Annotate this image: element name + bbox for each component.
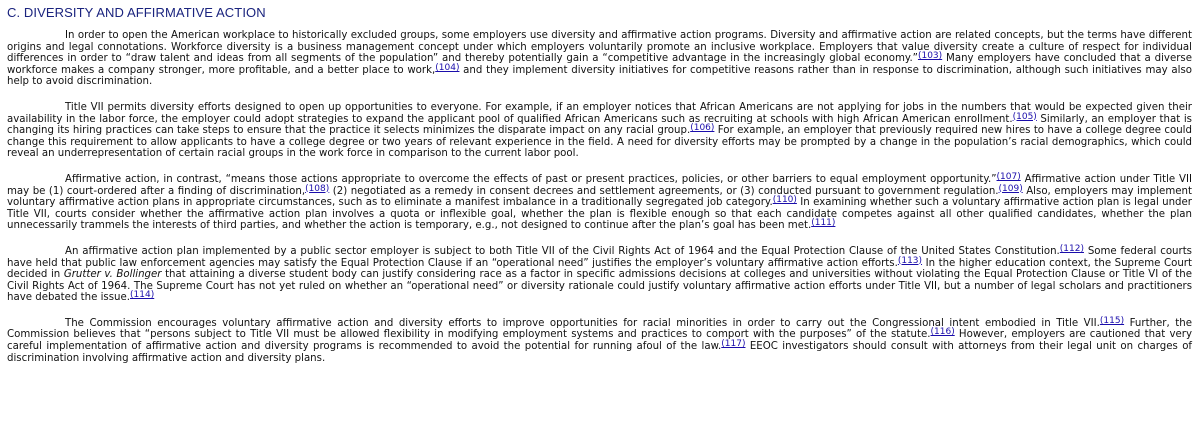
footnote-link-114[interactable]: (114)	[130, 290, 155, 301]
text-segment: Some federal courts have held that public law enforcement agencies may satisfy the Equal Protection Clause if an “operational need” justifies the employer’s voluntary affirmative action efforts.	[7, 245, 1192, 269]
footnote-link-107[interactable]: (107)	[996, 171, 1021, 182]
footnote-link-115[interactable]: (115)	[1099, 315, 1125, 326]
footnote-link-110[interactable]: (110)	[772, 195, 797, 206]
paragraph-4	[7, 243, 1192, 304]
case-name: Grutter v. Bollinger	[63, 269, 162, 281]
text-segment: In the higher education context, the Supreme Court decided in	[7, 257, 1192, 281]
text-segment: Affirmative action, in contrast, “means those actions appropriate to overcome the effects of past or present practices, policies, or other barriers to equal employment opportunity.”	[65, 173, 997, 185]
text-segment: In examining whether such a voluntary affirmative action plan is legal under Title VII, courts consider whether the affirmative action plan involves a quota or inflexible goal, whether the plan is flexible enough so that each candidate competes against all other qualified candidates, whether the plan unnecessarily trammels the interests of third parties, and whether the action is temporary, e.g., not designed to continue after the plan’s goal has been met.	[7, 197, 1192, 232]
text-segment: Also, employers may implement voluntary affirmative action plans in appropriate circumstances, such as to eliminate a manifest imbalance in a traditionally segregated job category.	[7, 185, 1192, 209]
text-segment: Further, the Commission believes that “persons subject to Title VII must be allowed flexibility in modifying employment systems and practices to comport with the purposes” of the statute.	[7, 317, 1192, 341]
paragraph-1	[7, 30, 1192, 88]
footnote-link-108[interactable]: (108)	[305, 183, 330, 194]
footnote-link-109[interactable]: (109)	[998, 183, 1023, 194]
text-segment: Many employers have concluded that a diverse workforce makes a company stronger, more profitable, and a better place to work,	[7, 53, 1192, 76]
text-segment: Affirmative action under Title VII may be (1) court-ordered after a finding of discrimination,	[7, 173, 1192, 197]
footnote-link-111[interactable]: (111)	[811, 218, 836, 229]
text-segment: The Commission encourages voluntary affirmative action and diversity efforts to improve opportunities for racial minorities in order to carry out the Congressional intent embodied in Title VII.	[65, 317, 1100, 329]
footnote-link-113[interactable]: (113)	[897, 255, 923, 266]
footnote-link-112[interactable]: (112)	[1059, 243, 1084, 254]
text-segment: Title VII permits diversity efforts designed to open up opportunities to everyone. For example, if an employer notices that African Americans are not applying for jobs in the numbers that would be expected given their availability in the labor force, the employer could adopt strategies to expand the applicant pool of qualified African Americans such as recruiting at schools with high African American enrollment.	[7, 101, 1192, 125]
footnote-link-103[interactable]: (103)	[917, 51, 943, 62]
paragraph-5	[7, 315, 1193, 364]
paragraph-2	[7, 102, 1192, 160]
text-segment: and they implement diversity initiatives for competitive reasons rather than in response to discrimination, although such initiatives may also help to avoid discrimination.	[7, 64, 1193, 88]
text-segment: Similarly, an employer that is changing its hiring practices can take steps to ensure that the practice it selects minimizes the disparate impact on any racial group.	[7, 113, 1192, 137]
text-segment: (2) negotiated as a remedy in consent decrees and settlement agreements, or (3) conducted pursuant to government regulation.	[329, 185, 999, 197]
footnote-link-116[interactable]: (116)	[930, 327, 955, 338]
text-segment: An affirmative action plan implemented by a public sector employer is subject to both Title VII of the Civil Rights Act of 1964 and the Equal Protection Clause of the United States Constitution.	[65, 245, 1060, 257]
text-segment: that attaining a diverse student body can justify considering race as a factor in specific admissions decisions at colleges and universities without violating the Equal Protection Clause or Title VI of the Civil Rights Act of 1964. The Supreme Court has not yet ruled on whether an “operational need” or diversity rationale could justify voluntary affirmative action efforts under Title VII, but a number of legal scholars and practitioners have debated the issue.	[7, 269, 1192, 304]
text-segment: However, employers are cautioned that very careful implementation of affirmative action and diversity programs is recommended to avoid the potential for running afoul of the law.	[7, 329, 1193, 353]
text-segment: In order to open the American workplace to historically excluded groups, some employers use diversity and affirmative action programs. Diversity and affirmative action are related concepts, but the terms have different origins and legal connotations. Workforce diversity is a business management concept under which employers voluntarily promote an inclusive workplace. Employers that value diversity create a culture of respect for individual differences in order to “draw talent and ideas from all segments of the population” and thereby potentially gain a “competitive advantage in the increasingly global economy.”	[7, 30, 1192, 65]
text-segment: EEOC investigators should consult with attorneys from their legal unit on charges of discrimination involving affirmative action and diversity plans.	[7, 341, 1193, 364]
footnote-link-104[interactable]: (104)	[435, 62, 460, 73]
footnote-link-106[interactable]: (106)	[690, 123, 715, 134]
text-segment: For example, an employer that previously required new hires to have a college degree could change this requirement to allow applicants to have a college degree or two years of relevant experience in the field. A need for diversity efforts may be prompted by a change in the population’s racial demographics, which could reveal an underrepresentation of certain racial groups in the work force in comparison to the current labor pool.	[7, 125, 1192, 160]
footnote-link-117[interactable]: (117)	[721, 339, 746, 350]
footnote-link-105[interactable]: (105)	[1012, 111, 1037, 122]
paragraph-3	[7, 171, 1192, 232]
section-heading: C. DIVERSITY AND AFFIRMATIVE ACTION	[7, 5, 266, 20]
